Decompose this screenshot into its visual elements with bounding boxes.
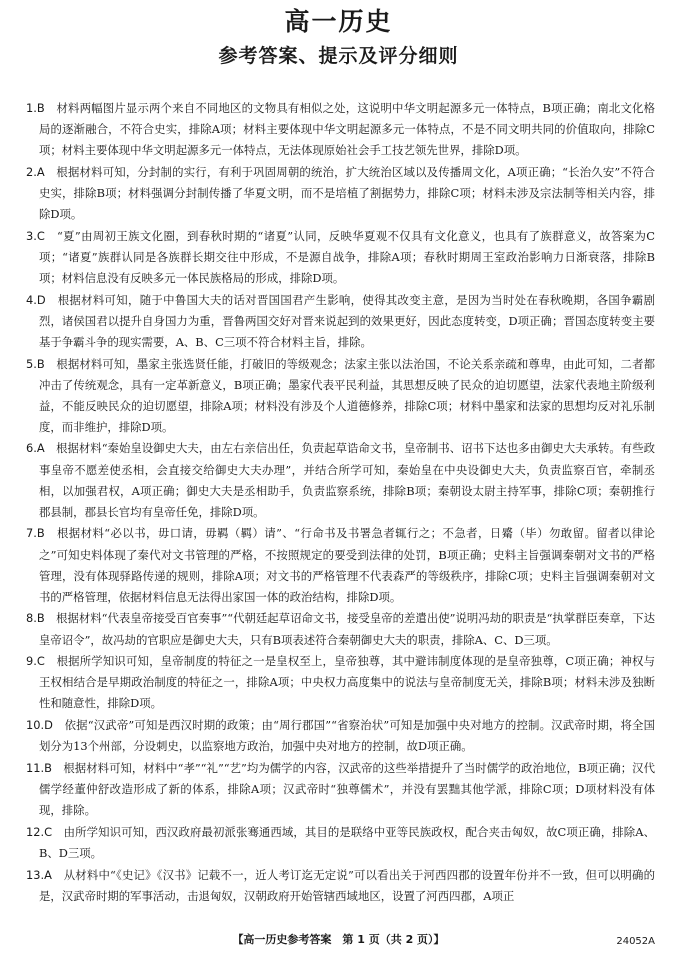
answer-number: 1.B — [26, 101, 45, 115]
answer-number: 12.C — [26, 824, 53, 839]
answer-number: 6.A — [26, 441, 45, 456]
answer-text: 从材料中“《史记》《汉书》记载不一，近人考订迄无定说”可以看出关于河西四郡的设置年份并不一致，但可以明确的是，汉武帝时期的军事活动，击退匈奴，汉朝政府开始管辖西域地区，设置了河西四郡，A项正 — [39, 867, 655, 903]
answer-text: 根据所学知识可知，皇帝制度的特征之一是皇权至上，皇帝独尊，其中避讳制度体现的是皇帝独尊，C项正确；神权与王权相结合是早期政治制度的特征之一，排除A项；中央权力高度集中的说法与皇帝制度无关，排除B项；材料未涉及独断性和随意性，排除D项。 — [39, 654, 655, 711]
answer-text: 根据材料“代表皇帝接受百官奏事”“代朝廷起草诏命文书，接受皇帝的差遣出使”说明冯劫的职责是“执掌群臣奏章，下达皇帝诏令”，故冯劫的官职应是御史大夫，只有B项表述符合秦朝御史大夫的职责，排除A、C、D三项。 — [39, 611, 655, 647]
answer-text: 由所学知识可知，西汉政府最初派张骞通西域，其目的是联络中亚等民族政权，配合夹击匈奴，故C项正确，排除A、B、D三项。 — [39, 824, 655, 860]
answer-text: 根据材料可知，随于中鲁国大夫的话对晋国国君产生影响，使得其改变主意，是因为当时处在春秋晚期，各国争霸剧烈，诸侯国君以提升自身国力为重，晋鲁两国交好对晋来说起到的效果更好，因此态度转变，D项正确；晋国态度转变主要基于争霸斗争的现实需要，A、B、C三项不符合材料主旨，排除。 — [39, 292, 655, 349]
page-title: 高一历史 — [284, 7, 393, 36]
page-footer: 【高一历史参考答案 第 1 页（共 2 页）】 — [232, 933, 445, 946]
page-subtitle: 参考答案、提示及评分细则 — [218, 45, 459, 67]
answer-number: 2.A — [26, 164, 45, 179]
answer-item-3 — [26, 226, 655, 289]
answer-item-5 — [26, 354, 655, 438]
answer-item-9 — [26, 651, 655, 714]
answer-item-13 — [26, 865, 655, 907]
answer-list — [26, 98, 655, 907]
answer-text: 依据“汉武帝”可知是西汉时期的政策；由“周行郡国”“省察治状”可知是加强中央对地方的控制。汉武帝时期，将全国划分为13个州部，分设刺史，以监察地方政治，加强中央对地方的控制，故D项正确。 — [39, 718, 655, 754]
answer-text: 根据材料可知，材料中“孝”“礼”“艺”均为儒学的内容，汉武帝的这些举措提升了当时儒学的政治地位，B项正确；汉代儒学经董仲舒改造形成了新的体系，排除A项；汉武帝时“独尊儒术”，并没有罢黜其他学派，排除C项；D项材料没有体现，排除。 — [39, 760, 655, 818]
document-code: 24052A — [616, 936, 655, 947]
answer-number: 9.C — [26, 654, 45, 669]
answer-number: 11.B — [26, 760, 52, 775]
answer-number: 5.B — [26, 356, 45, 371]
answer-number: 10.D — [26, 718, 53, 733]
answer-item-8 — [26, 608, 655, 650]
answer-text: 材料两幅图片显示两个来自不同地区的文物具有相似之处，这说明中华文明起源多元一体特点，B项正确；南北文化格局的逐渐融合，不符合史实，排除A项；材料主要体现中华文明起源多元一体特点，不是不同文明共同的价值取向，排除C项；材料主要体现中华文明起源多元一体特点，无法体现原始社会手工技艺领先世界，排除D项。 — [39, 101, 655, 158]
answer-number: 13.A — [26, 867, 52, 882]
answer-text: “夏”由周初王族文化圈，到春秋时期的“诸夏”认同，反映华夏观不仅具有文化意义，也具有了族群意义，故答案为C项；“诸夏”族群认同是各族群长期交往中形成，不是源自战争，排除A项；春秋时期周王室政治影响力日渐衰落，排除B项；材料信息没有反映多元一体民族格局的形成，排除D项。 — [39, 228, 655, 285]
answer-item-6 — [26, 438, 655, 522]
answer-text: 根据材料可知，墨家主张选贤任能，打破旧的等级观念；法家主张以法治国，不论关系亲疏和尊卑，由此可知，二者都冲击了传统观念，具有一定革新意义，B项正确；墨家代表平民利益，其思想反映了民众的迫切愿望，法家代表地主阶级利益，不能反映民众的迫切愿望，排除A项；材料没有涉及个人道德修养，排除C项；材料中墨家和法家的思想均反对礼乐制度，而非维护，排除D项。 — [39, 356, 655, 434]
answer-item-1 — [26, 98, 655, 161]
answer-item-7 — [26, 523, 655, 607]
answer-number: 7.B — [26, 526, 45, 541]
answer-text: 根据材料“秦始皇设御史大夫，由左右亲信出任，负责起草诰命文书，皇帝制书、诏书下达也多由御史大夫承转。有些政事皇帝不愿差使丞相，会直接交给御史大夫办理”，并结合所学可知，秦始皇在中央设御史大夫，负责监察百官，牵制丞相，以加强君权，A项正确；御史大夫是丞相助手，负责监察系统，排除B项；秦朝设太尉主持军事，排除C项；秦朝推行郡县制，郡县长官均有皇帝任免，排除D项。 — [39, 441, 655, 519]
answer-item-11 — [26, 758, 655, 821]
answer-item-2 — [26, 162, 655, 225]
answer-number: 3.C — [26, 228, 45, 243]
answer-item-12 — [26, 822, 655, 864]
answer-number: 8.B — [26, 611, 45, 626]
answer-item-10 — [26, 715, 655, 757]
answer-item-4 — [26, 290, 655, 353]
answer-text: 根据材料“必以书，毋口请，毋羁（羁）请”、“行命书及书署急者辄行之；不急者，日觱（毕）勿敢留。留者以律论之”可知史料体现了秦代对文书管理的严格，不按照规定的要受到法律的处罚，B项正确；史料主旨强调秦朝对文书的严格管理，没有体现驿路传递的规则，排除A项；对文书的严格管理不代表森严的等级秩序，排除C项；史料主旨强调秦朝对文书的严格管理，依据材料信息无法得出家国一体的政治结构，排除D项。 — [39, 526, 655, 604]
answer-text: 根据材料可知，分封制的实行，有利于巩固周朝的统治，扩大统治区域以及传播周文化，A项正确；“长治久安”不符合史实，排除B项；材料强调分封制传播了华夏文明，而不是培植了割据势力，排除C项；材料未涉及宗法制等相关内容，排除D项。 — [39, 164, 655, 222]
answer-number: 4.D — [26, 292, 46, 307]
